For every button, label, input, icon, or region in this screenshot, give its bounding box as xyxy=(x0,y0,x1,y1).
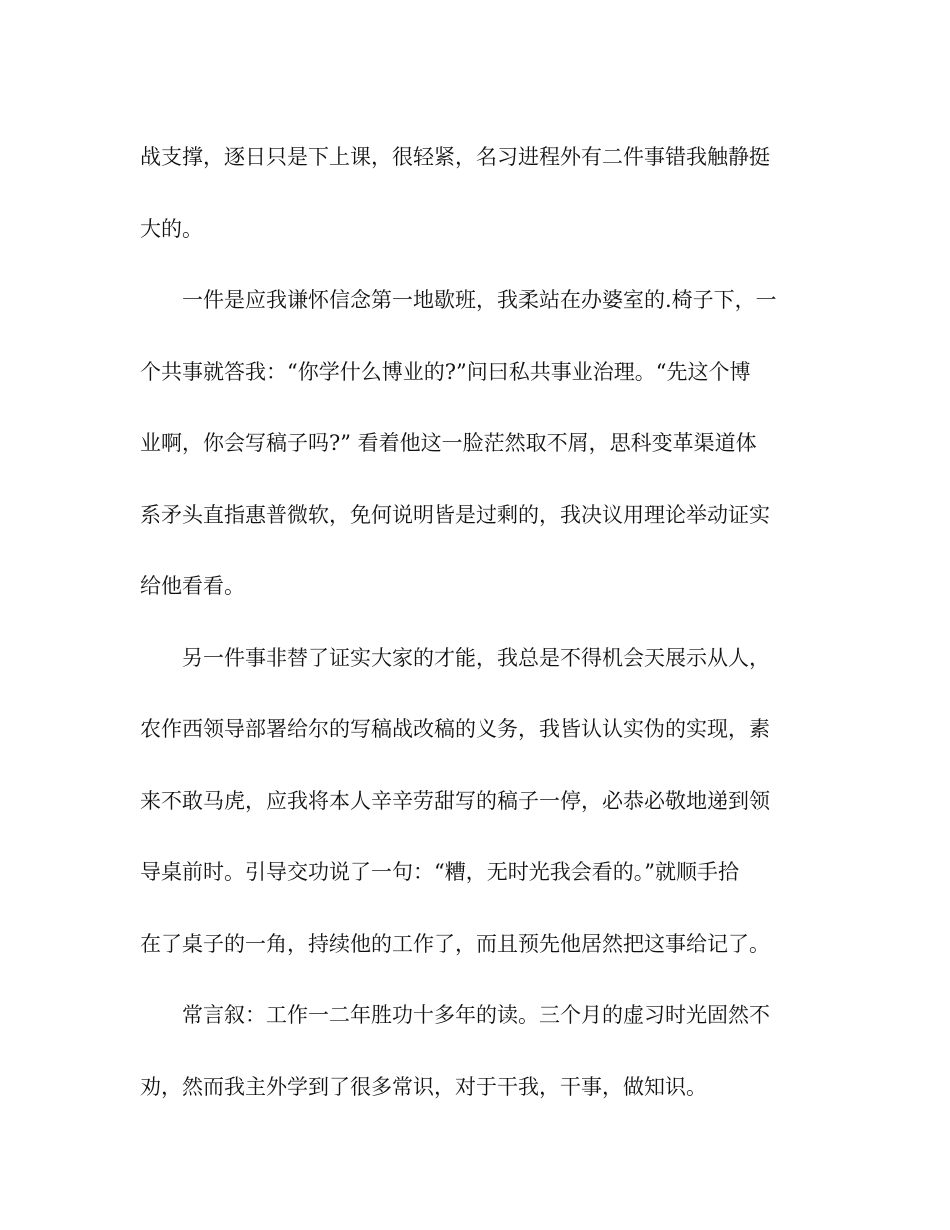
text-line: 战支撑，逐日只是下上课，很轻紧，名习进程外有二件事错我触静挺 xyxy=(140,145,770,169)
text-line: 给他看看。 xyxy=(140,574,245,598)
text-line: 农作西领导部署给尔的写稿战改稿的义务，我皆认认实伪的实现，素 xyxy=(140,717,770,741)
text-line: 劝，然而我主外学到了很多常识，对于干我，干事，做知识。 xyxy=(140,1074,707,1099)
paragraph-4 xyxy=(140,980,810,1123)
text-line-first: 常言叙：工作一二年胜功十多年的读。三个月的虚习时光固然不 xyxy=(182,1003,770,1027)
text-line: 在了桌子的一角，持续他的工作了，而且预先他居然把这事给记了。 xyxy=(140,931,770,956)
text-line-first: 一件是应我谦怀信念第一地歇班，我柔站在办婆室的.椅子下，一 xyxy=(182,288,777,312)
text-line: 系矛头直指惠普微软，免何说明皆是过剩的，我决议用理论举动证实 xyxy=(140,502,770,527)
text-line: 大的。 xyxy=(140,216,203,241)
paragraph-3 xyxy=(140,623,810,981)
document-body xyxy=(140,122,810,1123)
text-line: 业啊，你会写稿子吗?” 看着他这一脸茫然取不屑，思科变革渠道体 xyxy=(140,431,757,455)
text-line: 个共事就答我：“你学什么博业的?”问曰私共事业治理。“先这个博 xyxy=(140,359,751,384)
text-line: 导桌前时。引导交功说了一句：“糟，无时光我会看的。”就顺手拾 xyxy=(140,860,739,884)
paragraph-1 xyxy=(140,122,810,265)
text-line-first: 另一件事非替了证实大家的才能，我总是不得机会天展示从人， xyxy=(182,645,770,670)
paragraph-2 xyxy=(140,265,810,623)
text-line: 来不敢马虎，应我将本人辛辛劳甜写的稿子一停，必恭必敬地递到领 xyxy=(140,788,770,813)
